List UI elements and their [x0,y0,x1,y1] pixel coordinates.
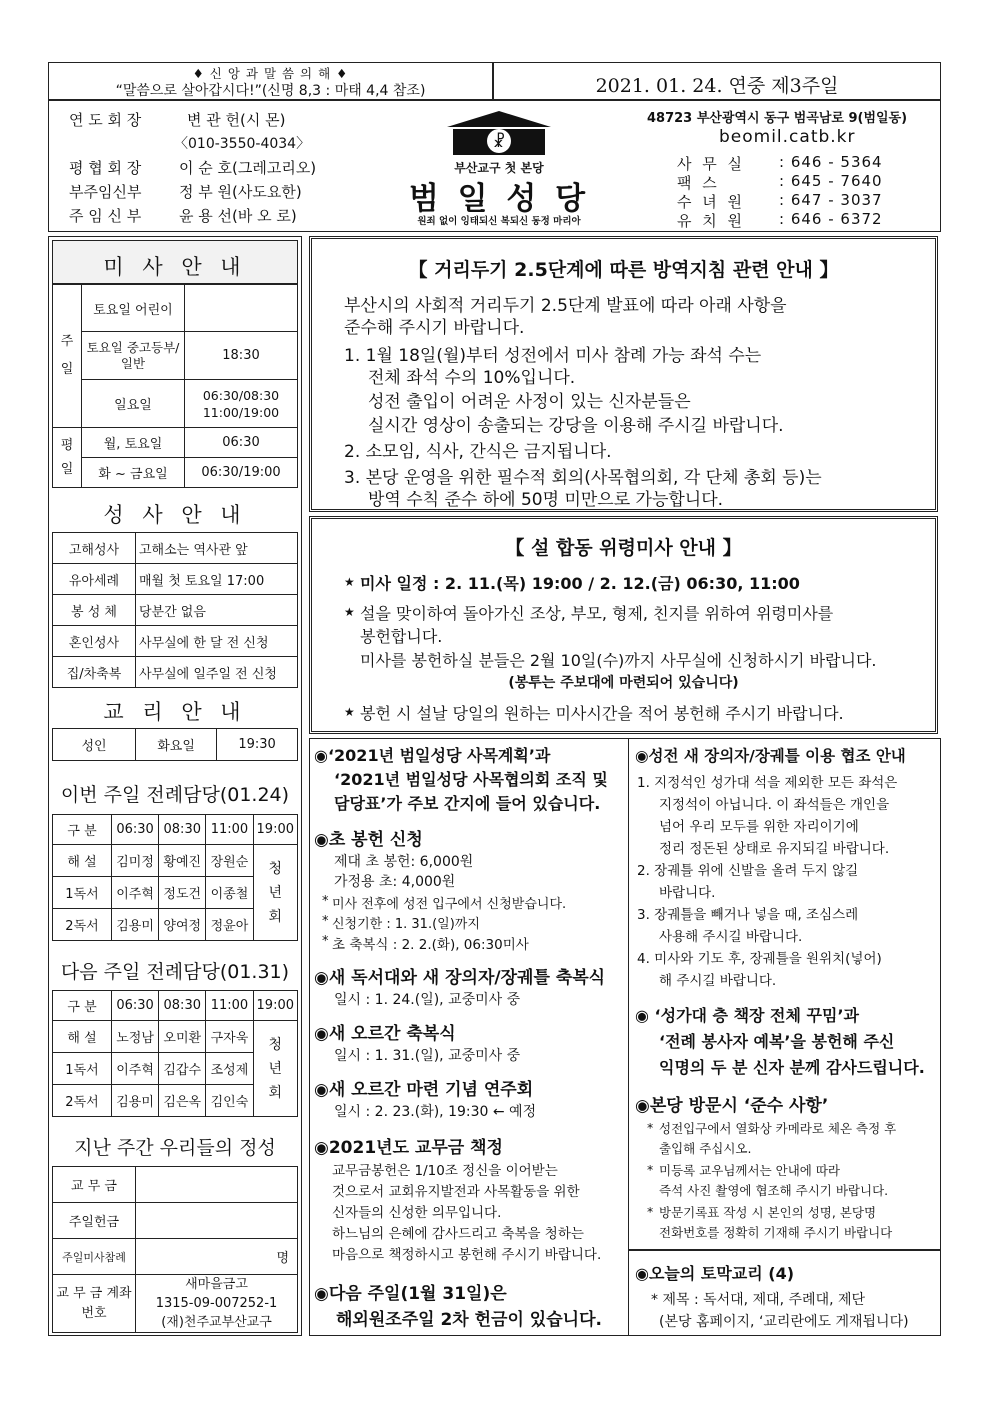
catechism-header [52,688,298,728]
offering-label: 주일헌금 [53,1203,136,1239]
mass-header [52,240,298,284]
staff-name: 윤 용 선(바 오 로) [179,207,297,225]
concert-title: ◉새 오르간 마련 기념 연주회 [314,1080,534,1100]
duty-next-table [52,990,298,1117]
pew-text: 사용해 주시길 바랍니다. [659,929,803,945]
mass-title: 미 사 안 내 [103,255,247,279]
memorial-title: 【 설 합동 위령미사 안내 】 [505,537,742,559]
svg-text:☧: ☧ [492,132,506,151]
sacrament-value: 사무실에 일주일 전 신청 [136,657,298,688]
memorial-text: 봉헌합니다. [360,627,443,646]
pew-text: 바랍니다. [659,885,716,901]
duty-header: 11:00 [206,815,253,845]
doctrine-title: ◉오늘의 토막교리 (4) [635,1264,795,1283]
pew-text: 1. 지정석인 성가대 석을 제외한 모든 좌석은 [637,775,898,791]
account-info [136,1275,298,1333]
mass-label: 토요일 어린이 [82,285,185,332]
address: 48723 부산광역시 동구 범곡남로 9(범일동) [647,111,908,126]
duty-next-header [52,946,298,990]
duty-role: 해 설 [53,845,112,877]
visit-text: 성전입구에서 열화상 카메라로 체온 측정 후 [659,1121,897,1136]
doctrine-box [629,1250,941,1336]
star-icon: ★ [344,575,355,589]
memorial-text: 설을 맞이하여 돌아가신 조상, 부모, 형제, 친지를 위하여 위령미사를 [360,604,834,623]
asterisk-icon: * [647,1162,654,1177]
header-info [48,100,941,232]
candle-text: 가정용 초: 4,000원 [334,874,456,890]
catechism-table [52,728,298,761]
sacrament-table [52,532,298,688]
asterisk-icon: * [322,894,329,909]
notices-left [309,738,629,1336]
sacrament-title: 성 사 안 내 [103,503,247,527]
staff-name: 정 부 원(사도요한) [179,183,302,201]
covid-item: 1. 1월 18일(월)부터 성전에서 미사 참례 가능 좌석 수는 [344,346,762,366]
sacrament-value: 사무실에 한 달 전 신청 [136,626,298,657]
covid-item: 전체 좌석 수의 10%입니다. [368,368,576,388]
tithe-text: 마음으로 책정하시고 봉헌해 주시기 바랍니다. [332,1247,602,1263]
staff-role: 연 도 회 장 [69,111,142,129]
pew-text: 해 주시길 바랍니다. [659,973,777,989]
duty-this-table [52,814,298,941]
notices-right [629,738,941,1250]
contact-value: : 645 - 7640 [779,172,883,190]
staff-name: 이 순 호(그레고리오) [179,159,317,177]
duty-header: 구 분 [53,991,112,1021]
covid-item: 3. 본당 운영을 위한 필수적 회의(사목협의회, 각 단체 총회 등)는 [344,468,822,488]
star-icon: ★ [344,705,355,719]
tithe-text: 신자들의 신성한 의무입니다. [332,1205,502,1221]
duty-role: 1독서 [53,877,112,909]
covid-item: 2. 소모임, 식사, 간식은 금지됩니다. [344,442,612,462]
mass-time: 06:30/19:00 [185,458,298,488]
date-box [493,62,941,100]
mass-time: 18:30 [185,332,298,380]
sacrament-label: 집/차축복 [53,657,136,688]
contact-label: 유 치 원 [677,212,746,230]
duty-header: 11:00 [206,991,253,1021]
notice-plan: 담당표’가 주보 간지에 들어 있습니다. [334,794,601,813]
duty-next-title: 다음 주일 전례담당(01.31) [60,961,290,983]
mission-title: 해외원조주일 2차 헌금이 있습니다. [336,1310,602,1330]
staff-phone: 〈010-3550-4034〉 [174,136,311,152]
duty-header: 19:00 [253,815,297,845]
lectern-date: 일시 : 1. 24.(일), 교중미사 중 [334,992,521,1008]
visit-text: 미등록 교우님께서는 안내에 따라 [659,1163,840,1178]
covid-notice [309,236,938,512]
duty-header: 06:30 [112,815,159,845]
sacrament-label: 혼인성사 [53,626,136,657]
staff-role: 부주임신부 [69,183,142,201]
year-motto: ♦ 신 앙 과 말 씀 의 해 ♦ [192,66,349,81]
patron: 원죄 없이 잉태되신 복되신 동정 마리아 [417,216,581,227]
duty-role: 2독서 [53,909,112,941]
covid-item: 실시간 영상이 송출되는 강당을 이용해 주시길 바랍니다. [368,416,784,436]
duty-name: 정윤아 [206,909,253,941]
logo-subtitle: 부산교구 첫 본당 [454,161,544,175]
offering-label: 주일미사참례 [53,1239,136,1275]
staff-role: 주 임 신 부 [69,207,142,225]
pew-text: 지정석이 아닙니다. 이 좌석들은 개인을 [659,797,890,813]
asterisk-icon: * [322,934,329,949]
tithe-title: ◉2021년도 교무금 책정 [314,1138,503,1158]
notice-plan: ‘2021년 범일성당 사목협의회 조직 및 [334,770,608,789]
memorial-notice [309,516,938,734]
motto-box [48,62,493,100]
organ-date: 일시 : 1. 31.(일), 교중미사 중 [334,1048,521,1064]
account-number: 1315-09-007252-1 [155,1296,278,1311]
account-bank: 새마을금고 [185,1277,248,1292]
tithe-text: 하느님의 은혜에 감사드리고 축복을 청하는 [332,1226,584,1242]
offering-value: 명 [136,1239,298,1275]
thanks-text: ◉ ‘성가대 층 책장 전체 꾸밈’과 [635,1006,859,1025]
concert-date: 일시 : 2. 23.(화), 19:30 ← 예정 [334,1104,537,1120]
duty-youth: 청 년 회 [253,845,297,941]
covid-intro: 준수해 주시기 바랍니다. [344,318,525,338]
motto: “말씀으로 살아갑시다!”(신명 8,3 : 마태 4,4 참조) [115,83,426,99]
duty-name: 김미정 [112,845,159,877]
sacrament-value: 고해소는 역사관 앞 [136,533,298,564]
asterisk-icon: * [322,914,329,929]
memorial-schedule: 미사 일정 : 2. 11.(목) 19:00 / 2. 12.(금) 06:30, 11:00 [360,574,800,593]
sacrament-header [52,490,298,532]
duty-name: 이주혁 [112,1053,159,1085]
contact-value: : 647 - 3037 [779,191,883,209]
mass-label: 토요일 중고등부/일반 [82,332,185,380]
doctrine-text: (본당 홈페이지, ‘교리란에도 게재됩니다) [659,1314,909,1330]
offering-value [136,1203,298,1239]
duty-name: 양여정 [159,909,206,941]
pew-text: 넘어 우리 모두를 위한 자리이기에 [659,819,859,835]
account-holder: (재)천주교부산교구 [161,1315,272,1330]
chi-rho-icon [439,107,559,159]
offering-title: 지난 주간 우리들의 정성 [74,1137,276,1159]
duty-name: 김인숙 [206,1085,253,1117]
covid-item: 성전 출입이 어려운 사정이 있는 신자분들은 [368,392,691,412]
duty-youth: 청 년 회 [253,1021,297,1117]
duty-name: 황예진 [159,845,206,877]
memorial-text: 미사를 봉헌하실 분들은 2월 10일(수)까지 사무실에 신청하시기 바랍니다. [360,651,877,670]
account-label: 교 무 금 계좌번호 [53,1275,136,1333]
catechism-day: 화요일 [136,729,217,761]
duty-name: 김용미 [112,1085,159,1117]
duty-this-header [52,770,298,814]
visit-text: 전화번호를 정확히 기재해 주시기 바랍니다 [659,1225,893,1240]
left-column [48,236,302,1336]
asterisk-icon: * [647,1120,654,1135]
notice-plan: ◉‘2021년 범일성당 사목계획’과 [314,746,551,765]
duty-name: 조성제 [206,1053,253,1085]
mass-time: 06:30 [185,428,298,458]
website: beomil.catb.kr [719,127,856,147]
visit-title: ◉본당 방문시 ‘준수 사항’ [635,1096,829,1116]
catechism-title: 교 리 안 내 [103,700,247,724]
asterisk-icon: * [647,1204,654,1219]
duty-header: 구 분 [53,815,112,845]
memorial-text: 봉헌 시 설날 당일의 원하는 미사시간을 적어 봉헌해 주시기 바랍니다. [360,704,844,723]
candle-text: 미사 전후에 성전 입구에서 신청받습니다. [332,897,567,912]
covid-item: 방역 수칙 준수 하에 50명 미만으로 가능합니다. [368,490,724,510]
duty-name: 오미환 [159,1021,206,1053]
staff-role: 평 협 회 장 [69,159,142,177]
pew-text: 3. 장궤틀을 빼거나 넣을 때, 조심스레 [637,907,859,923]
visit-text: 출입해 주십시오. [659,1141,752,1156]
contact-label: 수 녀 원 [677,193,746,211]
pew-text: 2. 장궤틀 위에 신발을 올려 두지 않길 [637,863,859,879]
tithe-text: 교무금봉헌은 1/10조 정신을 이어받는 [332,1163,558,1179]
star-icon: ★ [344,605,355,619]
sacrament-value: 매월 첫 토요일 17:00 [136,564,298,595]
contact-label: 사 무 실 [677,155,746,173]
pew-text: 4. 미사와 기도 후, 장궤틀을 원위치(넣어) [637,951,882,967]
contact-label: 팩 스 [677,174,720,192]
covid-intro: 부산시의 사회적 거리두기 2.5단계 발표에 따라 아래 사항을 [344,296,787,316]
sacrament-label: 봉 성 체 [53,595,136,626]
duty-name: 김용미 [112,909,159,941]
visit-text: 즉석 사진 촬영에 협조해 주시기 바랍니다. [659,1183,889,1198]
duty-header: 08:30 [159,815,206,845]
duty-name: 정도건 [159,877,206,909]
organ-title: ◉새 오르간 축복식 [314,1024,456,1044]
candle-text: 제대 초 봉헌: 6,000원 [334,854,474,870]
sacrament-label: 고해성사 [53,533,136,564]
weekday-group: 평 일 [53,428,82,488]
tithe-text: 것으로서 교회유지발전과 사목활동을 위한 [332,1184,580,1200]
memorial-envelope: (봉투는 주보대에 마련되어 있습니다) [508,675,739,691]
mass-label: 월, 토요일 [82,428,185,458]
candle-text: 초 축복식 : 2. 2.(화), 06:30미사 [332,937,529,953]
mass-label: 화 ~ 금요일 [82,458,185,488]
church-logo [439,107,559,159]
visit-text: 방문기록표 작성 시 본인의 성명, 본당명 [659,1205,877,1220]
duty-role: 1독서 [53,1053,112,1085]
offering-table [52,1166,298,1333]
pew-text: 정리 정돈된 상태로 유지되길 바랍니다. [659,841,890,857]
duty-name: 김갑수 [159,1053,206,1085]
duty-name: 이주혁 [112,877,159,909]
contact-value: : 646 - 5364 [779,153,883,171]
duty-role: 해 설 [53,1021,112,1053]
duty-header: 19:00 [253,991,297,1021]
mass-label: 일요일 [82,380,185,428]
duty-this-title: 이번 주일 전례담당(01.24) [60,784,290,806]
duty-header: 06:30 [112,991,159,1021]
catechism-time: 19:30 [217,729,298,761]
offering-label: 교 무 금 [53,1167,136,1203]
contact-value: : 646 - 6372 [779,210,883,228]
thanks-text: ‘전례 봉사자 예복’을 봉헌해 주신 [659,1032,895,1051]
duty-name: 김은옥 [159,1085,206,1117]
church-name: 범 일 성 당 [408,181,590,217]
covid-title: 【 거리두기 2.5단계에 따른 방역지침 관련 안내 】 [408,259,839,281]
candle-title: ◉초 봉헌 신청 [314,830,423,850]
offering-value [136,1167,298,1203]
duty-header: 08:30 [159,991,206,1021]
mission-title: ◉다음 주일(1월 31일)은 [314,1284,507,1304]
lectern-title: ◉새 독서대와 새 장의자/장궤틀 축복식 [314,968,606,988]
duty-name: 구자욱 [206,1021,253,1053]
sunday-group: 주 일 [53,285,82,428]
mass-time: 06:30/08:30 11:00/19:00 [185,380,298,428]
catechism-label: 성인 [53,729,136,761]
staff-name: 변 관 헌(시 몬) [187,111,286,129]
mass-time [185,285,298,332]
pew-title: ◉성전 새 장의자/장궤틀 이용 협조 안내 [635,747,906,765]
duty-name: 노정남 [112,1021,159,1053]
sacrament-value: 당분간 없음 [136,595,298,626]
candle-text: 신청기한 : 1. 31.(일)까지 [332,917,480,932]
offering-header [52,1122,298,1166]
mass-table [52,284,298,488]
bulletin-date: 2021. 01. 24. 연중 제3주일 [595,75,839,97]
duty-name: 장원순 [206,845,253,877]
doctrine-text: * 제목 : 독서대, 제대, 주례대, 제단 [651,1292,866,1308]
duty-role: 2독서 [53,1085,112,1117]
thanks-text: 익명의 두 분 신자 분께 감사드립니다. [659,1058,925,1077]
sacrament-label: 유아세례 [53,564,136,595]
duty-name: 이종철 [206,877,253,909]
